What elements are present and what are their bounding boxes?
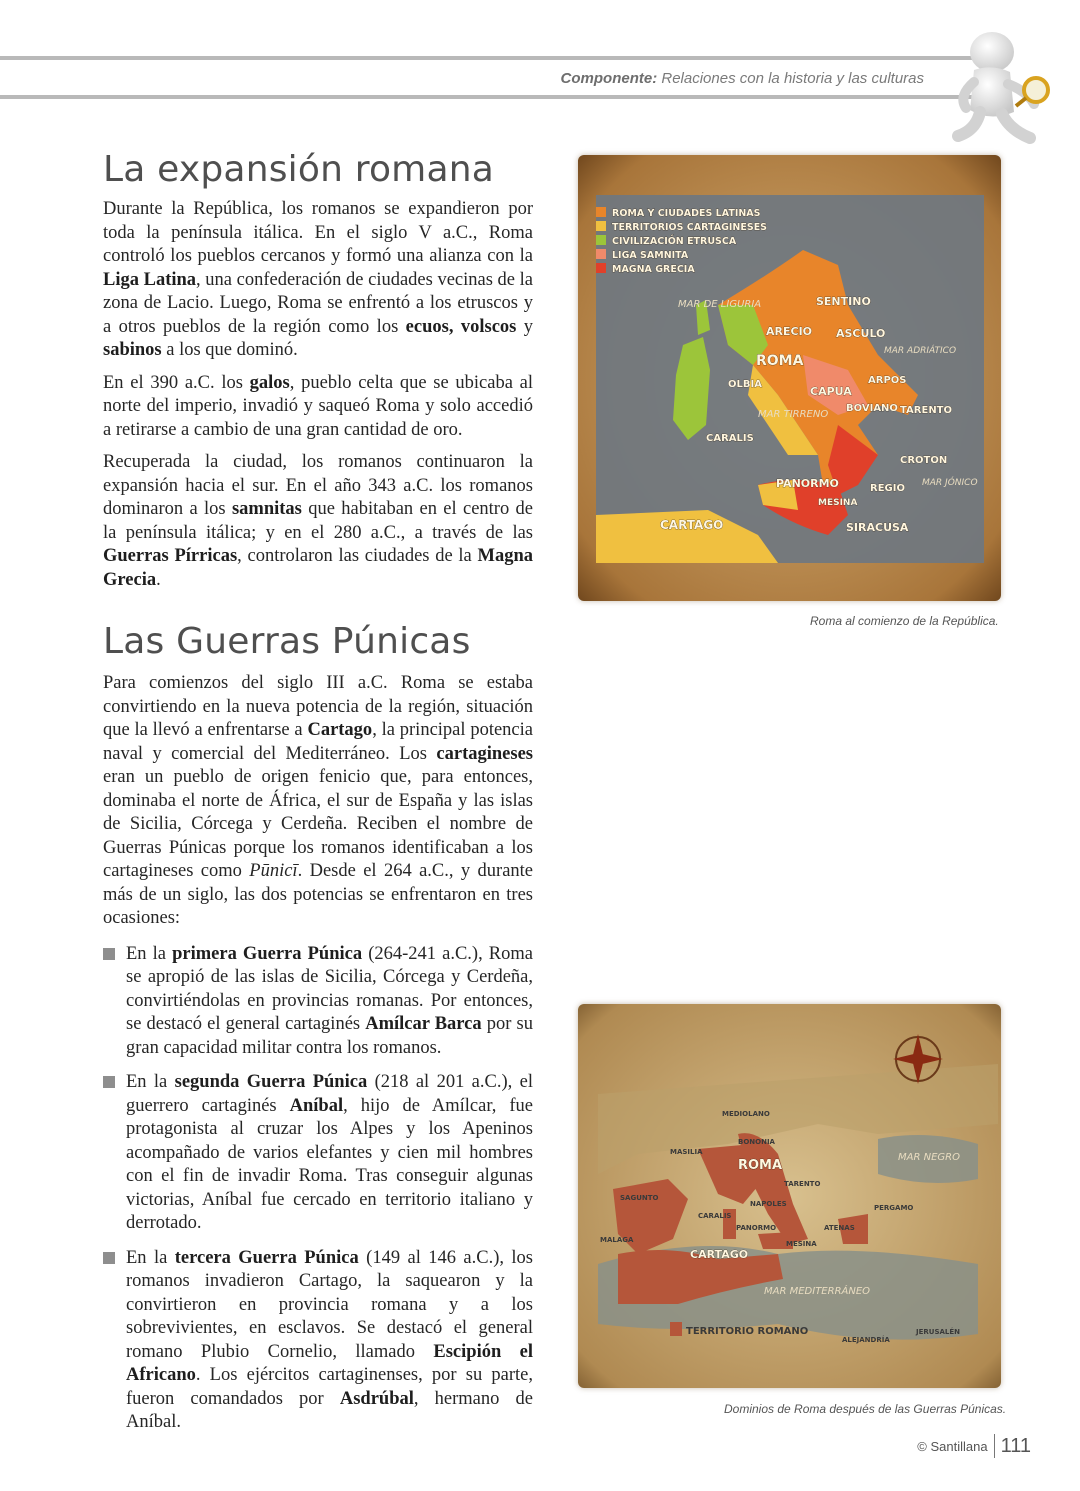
map-label: MESINA [818, 498, 858, 508]
bold-term: Cartago [307, 720, 373, 740]
map-label: MESINA [786, 1240, 817, 1248]
map-label: BOVIANO [846, 403, 898, 414]
section-expansion [103, 148, 533, 601]
map-label: PANORMO [736, 1224, 777, 1232]
bold-term: Magna Grecia [103, 546, 533, 590]
map-label: SENTINO [816, 295, 871, 308]
map-label: CROTON [900, 455, 948, 466]
legend-label: MAGNA GRECIA [612, 264, 695, 275]
map-label: OLBIA [728, 379, 762, 390]
legend-label: ROMA Y CIUDADES LATINAS [612, 208, 761, 219]
map-label: MALAGA [600, 1236, 634, 1244]
map-label: JERUSALÉN [916, 1328, 961, 1336]
bold-term: primera Guerra Púnica [172, 943, 363, 964]
map-label: ALEJANDRÍA [842, 1336, 890, 1344]
map-label: CARTAGO [660, 518, 724, 532]
bold-term: Guerras Pírricas [103, 546, 238, 566]
map-early-republic [578, 155, 1001, 601]
component-label: Componente: [560, 70, 658, 87]
map-label: PERGAMO [874, 1204, 914, 1212]
header-rule-bottom [0, 95, 985, 99]
component-line [561, 70, 924, 87]
footer-divider [994, 1434, 995, 1458]
bold-term: galos [249, 372, 290, 393]
list-item [103, 1247, 533, 1435]
legend-label: CIVILIZACIÓN ETRUSCA [612, 236, 737, 247]
legend-swatch [596, 263, 606, 273]
page-footer [917, 1434, 1031, 1458]
publisher: © Santillana [917, 1438, 988, 1454]
bullet-square-icon [103, 948, 115, 960]
map2-caption: Dominios de Roma después de las Guerras Púnicas. [724, 1402, 1007, 1416]
legend-swatch [670, 1322, 682, 1336]
paragraph: Recuperada la ciudad, los romanos continuaron la expansión hacia el sur. En el año 343 a.C. los romanos dominaron a los samnitas que habitaban en el centro de la península itálica; y en el 280 a.C., a través de las Guerras Pírricas, controlaron las ciudades de la Magna Grecia. [103, 452, 534, 590]
map-label: CARALIS [706, 433, 754, 444]
bold-term: sabinos [103, 340, 162, 360]
map-label: MAR MEDITERRÁNEO [764, 1286, 871, 1297]
map-label: ATENAS [824, 1224, 855, 1232]
map-label: MAR ADRIÁTICO [884, 346, 957, 356]
legend-swatch [596, 249, 606, 259]
bullet-square-icon [103, 1252, 115, 1264]
map-label: MAR DE LIGURIA [678, 299, 762, 310]
map-label: SIRACUSA [846, 521, 909, 534]
list-item-text: En la tercera Guerra Púnica (149 al 146 a.C.), los romanos invadieron Cartago, la saquearon y la convirtieron en provincia romana y a los sobrevivientes, en esclavos. Se destacó el general romano Plubio Cornelio, llamado Escipión el Africano. Los ejércitos cartaginenses, por su parte, fueron comandados por Asdrúbal, hermano de Aníbal. [126, 1247, 534, 1432]
paragraph: En el 390 a.C. los galos, pueblo celta que se ubicaba al norte del imperio, invadió y saqueó Roma y solo accedió a retirarse a cambio de una gran cantidad de oro. [103, 372, 533, 440]
page-number: 111 [1000, 1434, 1031, 1457]
bold-term: segunda Guerra Púnica [174, 1072, 368, 1092]
map-label: MAR JÓNICO [922, 478, 978, 488]
section-title-expansion: La expansión romana [103, 149, 494, 190]
section-title-punic-wars: Las Guerras Púnicas [103, 621, 471, 662]
wars-list [103, 943, 533, 1435]
bullet-square-icon [103, 1076, 115, 1088]
bold-term: Amílcar Barca [365, 1014, 482, 1034]
map-label: TARENTO [900, 405, 953, 416]
map-label: ROMA [756, 353, 804, 369]
map-label: ARPOS [868, 375, 907, 386]
bold-term: cartagineses [436, 743, 533, 764]
component-text: Relaciones con la historia y las culturas [661, 70, 924, 87]
map-label: CAPUA [810, 385, 852, 398]
map-label: ROMA [738, 1158, 783, 1173]
bold-term: Aníbal [289, 1095, 344, 1116]
bold-term: tercera Guerra Púnica [174, 1247, 359, 1268]
map-label: MEDIOLANO [722, 1110, 770, 1118]
legend-label: TERRITORIO ROMANO [686, 1326, 809, 1337]
magnifier-mascot-icon [918, 26, 1058, 148]
map-label: CARALIS [698, 1212, 732, 1220]
map-label: PANORMO [776, 477, 839, 490]
list-item-text: En la primera Guerra Púnica (264-241 a.C.), Roma se apropió de las islas de Sicilia, Córcega y Cerdeña, convirtiéndolas en provincias romanas. Por entonces, se destacó el general cartaginés Amílcar Barca por su gran capacidad militar contra los romanos. [126, 943, 533, 1058]
bold-term: Asdrúbal [339, 1388, 414, 1409]
legend-swatch [596, 221, 606, 231]
map-roman-domains [578, 1004, 1001, 1388]
legend-swatch [596, 235, 606, 245]
map-label: NAPOLES [750, 1200, 787, 1208]
list-item [103, 943, 533, 1061]
map-label: ARECIO [766, 325, 813, 338]
header-rule-top [0, 56, 985, 60]
section-punic-wars [103, 620, 533, 1446]
bold-term: Escipión el Africano [126, 1341, 533, 1385]
list-item-text: En la segunda Guerra Púnica (218 al 201 a.C.), el guerrero cartaginés Aníbal, hijo de Amílcar, fue protagonista al cruzar los Alpes y los Apeninos acompañado de varios elefantes y cien mil hombres con el fin de invadir Roma. Tras conseguir algunas victorias, Aníbal fue cercado en territorio italiano y derrotado. [126, 1072, 534, 1233]
map-label: ASCULO [836, 327, 886, 340]
italic-term: Pūnicī [249, 861, 298, 881]
map-label: MASILIA [670, 1148, 703, 1156]
legend-label: LIGA SAMNITA [612, 250, 689, 261]
map-label: MAR TIRRENO [758, 409, 829, 420]
map-label: TARENTO [784, 1180, 821, 1188]
bold-term: ecuos, volscos [405, 316, 517, 337]
legend-label: TERRITORIOS CARTAGINESES [612, 222, 768, 233]
legend-swatch [596, 207, 606, 217]
bold-term: Liga Latina [103, 269, 197, 290]
list-item [103, 1071, 533, 1236]
paragraph: Para comienzos del siglo III a.C. Roma se estaba convirtiendo en la nueva potencia de la región, situación que la llevó a enfrentarse a Cartago, la principal potencia naval y comercial del Mediterráneo. Los cartagineses eran un pueblo de origen fenicio que, para entonces, dominaba el norte de África, el sur de España y las islas de Sicilia, Córcega y Cerdeña. Reciben el nombre de Guerras Púnicas porque los romanos identificaban a los cartagineses como Pūnicī. Desde el 264 a.C., y durante más de un siglo, las dos potencias se enfrentaron en tres ocasiones: [103, 673, 534, 928]
map-label: CARTAGO [690, 1248, 749, 1261]
map-label: SAGUNTO [620, 1194, 659, 1202]
map-label: MAR NEGRO [898, 1152, 960, 1163]
map1-caption: Roma al comienzo de la República. [810, 614, 999, 628]
bold-term: samnitas [231, 499, 302, 519]
map-label: BONONIA [738, 1138, 775, 1146]
paragraph: Durante la República, los romanos se expandieron por toda la península itálica. En el siglo V a.C., Roma controló los pueblos cercanos y formó una alianza con la Liga Latina, una confederación de ciudades vecinas de la zona de Lacio. Luego, Roma se enfrentó a los etruscos y a otros pueblos de la región como los ecuos, volscos y sabinos a los que dominó. [103, 199, 534, 360]
map-label: REGIO [870, 483, 905, 494]
